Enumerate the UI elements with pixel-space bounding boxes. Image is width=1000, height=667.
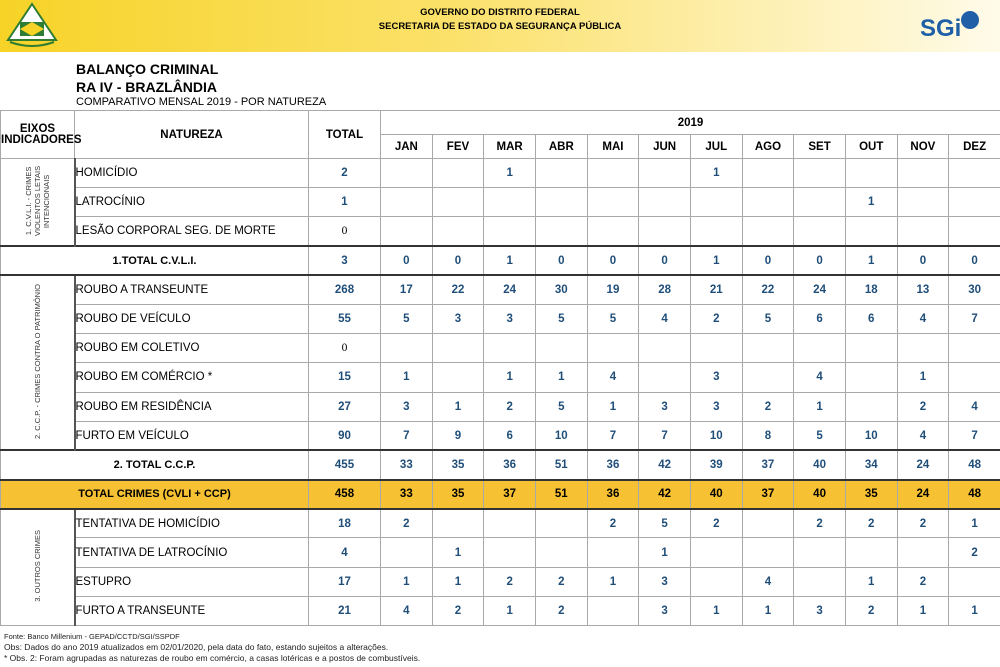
month-cell: 4 (742, 567, 794, 596)
table-row (1, 188, 1000, 217)
month-cell (690, 567, 742, 596)
grand-total-row-month: 36 (587, 480, 639, 509)
month-cell: 1 (897, 596, 949, 625)
total-cell: 21 (309, 596, 381, 625)
grand-total-row-month: 48 (949, 480, 1000, 509)
subtotal-row (1, 450, 1000, 479)
subtotal-row-month: 24 (897, 450, 949, 479)
month-cell (381, 217, 433, 246)
month-cell: 2 (587, 509, 639, 538)
natureza-cell: ROUBO EM COMÉRCIO * (75, 363, 309, 392)
month-cell (742, 509, 794, 538)
month-cell (845, 334, 897, 363)
month-cell (845, 363, 897, 392)
report-subtitle: COMPARATIVO MENSAL 2019 - POR NATUREZA (76, 96, 327, 108)
month-cell: 1 (690, 596, 742, 625)
month-cell (845, 217, 897, 246)
subtotal-row-month: 1 (484, 246, 536, 275)
month-cell: 6 (845, 304, 897, 333)
month-cell (897, 217, 949, 246)
month-cell: 10 (845, 421, 897, 450)
month-cell (845, 538, 897, 567)
month-cell (690, 188, 742, 217)
subtotal-row-month: 0 (639, 246, 691, 275)
month-cell (381, 159, 433, 188)
month-cell (897, 188, 949, 217)
month-cell: 4 (897, 304, 949, 333)
subtotal-row (1, 246, 1000, 275)
month-cell (949, 567, 1000, 596)
month-cell (484, 509, 536, 538)
month-cell (845, 159, 897, 188)
natureza-cell: LESÃO CORPORAL SEG. DE MORTE (75, 217, 309, 246)
month-cell: 2 (794, 509, 846, 538)
month-cell (639, 188, 691, 217)
total-cell: 4 (309, 538, 381, 567)
month-cell: 1 (381, 567, 433, 596)
table-row (1, 596, 1000, 625)
report-title: BALANÇO CRIMINAL (76, 61, 219, 77)
month-cell: 1 (845, 567, 897, 596)
month-cell (587, 334, 639, 363)
grand-total-row (1, 480, 1000, 509)
month-cell (897, 538, 949, 567)
month-cell: 2 (845, 509, 897, 538)
month-cell: 1 (535, 363, 587, 392)
header-month: DEZ (949, 135, 1000, 159)
axis-label (1, 159, 75, 247)
month-cell: 3 (639, 596, 691, 625)
month-cell: 4 (587, 363, 639, 392)
month-cell: 2 (484, 392, 536, 421)
month-cell: 7 (381, 421, 433, 450)
report-region: RA IV - BRAZLÂNDIA (76, 79, 218, 95)
month-cell: 2 (690, 509, 742, 538)
grand-total-row-month: 33 (381, 480, 433, 509)
subtotal-row-month: 40 (794, 450, 846, 479)
month-cell (639, 159, 691, 188)
natureza-cell: ROUBO EM RESIDÊNCIA (75, 392, 309, 421)
month-cell: 1 (587, 392, 639, 421)
month-cell (432, 334, 484, 363)
month-cell: 30 (949, 275, 1000, 304)
month-cell: 1 (690, 159, 742, 188)
subtotal-row-month: 35 (432, 450, 484, 479)
month-cell: 2 (432, 596, 484, 625)
month-cell (949, 363, 1000, 392)
total-cell: 1 (309, 188, 381, 217)
header-natureza: NATUREZA (75, 111, 309, 159)
month-cell (897, 334, 949, 363)
header-month: ABR (535, 135, 587, 159)
month-cell: 1 (897, 363, 949, 392)
month-cell: 1 (484, 159, 536, 188)
axis-label-text: 2. C.C.P. - CRIMES CONTRA O PATRIMÔNIO (32, 283, 42, 439)
subtotal-row-month: 48 (949, 450, 1000, 479)
month-cell: 5 (639, 509, 691, 538)
month-cell (690, 538, 742, 567)
month-cell (794, 538, 846, 567)
subtotal-row-month: 51 (535, 450, 587, 479)
total-cell: 0 (309, 334, 381, 363)
month-cell: 4 (639, 304, 691, 333)
month-cell (794, 217, 846, 246)
month-cell: 30 (535, 275, 587, 304)
month-cell (432, 159, 484, 188)
total-cell: 17 (309, 567, 381, 596)
month-cell: 3 (432, 304, 484, 333)
grand-total-row-month: 35 (845, 480, 897, 509)
header-month: NOV (897, 135, 949, 159)
subtotal-row-month: 37 (742, 450, 794, 479)
month-cell (587, 188, 639, 217)
month-cell (535, 188, 587, 217)
month-cell: 1 (742, 596, 794, 625)
coat-of-arms-icon (6, 2, 58, 50)
month-cell: 28 (639, 275, 691, 304)
header-banner (0, 0, 1000, 52)
month-cell: 7 (949, 304, 1000, 333)
subtotal-row-total: 3 (309, 246, 381, 275)
natureza-cell: ROUBO DE VEÍCULO (75, 304, 309, 333)
subtotal-row-month: 1 (845, 246, 897, 275)
month-cell (432, 217, 484, 246)
month-cell (535, 538, 587, 567)
government-line2: SECRETARIA DE ESTADO DA SEGURANÇA PÚBLICA (378, 21, 622, 32)
total-cell: 2 (309, 159, 381, 188)
grand-total-row-month: 35 (432, 480, 484, 509)
month-cell (639, 334, 691, 363)
month-cell (742, 334, 794, 363)
header-year: 2019 (381, 111, 1000, 135)
source-note: Fonte: Banco Millenium - GEPAD/CCTD/SGI/SSPDF (4, 632, 180, 641)
month-cell: 22 (432, 275, 484, 304)
sgi-logo-icon (918, 6, 984, 46)
month-cell: 18 (845, 275, 897, 304)
natureza-cell: TENTATIVA DE LATROCÍNIO (75, 538, 309, 567)
month-cell: 1 (432, 392, 484, 421)
month-cell: 9 (432, 421, 484, 450)
month-cell: 13 (897, 275, 949, 304)
header-eixos: EIXOS INDICADORES (1, 111, 75, 159)
month-cell (742, 217, 794, 246)
month-cell: 24 (484, 275, 536, 304)
subtotal-row-month: 0 (535, 246, 587, 275)
month-cell (639, 217, 691, 246)
axis-label (1, 509, 75, 626)
header-total: TOTAL (309, 111, 381, 159)
month-cell: 2 (742, 392, 794, 421)
obs2-note: * Obs. 2: Foram agrupadas as naturezas de roubo em comércio, a casas lotéricas e a postos de combustíveis. (4, 653, 421, 663)
grand-total-row-month: 40 (794, 480, 846, 509)
natureza-cell: ESTUPRO (75, 567, 309, 596)
grand-total-row-total: 458 (309, 480, 381, 509)
subtotal-row-label: 2. TOTAL C.C.P. (1, 450, 309, 479)
month-cell: 3 (639, 392, 691, 421)
table-row (1, 275, 1000, 304)
month-cell: 4 (897, 421, 949, 450)
month-cell: 1 (484, 363, 536, 392)
month-cell (742, 159, 794, 188)
month-cell (484, 538, 536, 567)
crime-table (0, 110, 1000, 626)
header-month: JAN (381, 135, 433, 159)
header-month: MAR (484, 135, 536, 159)
month-cell: 5 (587, 304, 639, 333)
month-cell: 5 (794, 421, 846, 450)
month-cell: 5 (535, 304, 587, 333)
subtotal-row-month: 42 (639, 450, 691, 479)
month-cell (742, 363, 794, 392)
grand-total-row-month: 51 (535, 480, 587, 509)
subtotal-row-month: 34 (845, 450, 897, 479)
month-cell: 6 (794, 304, 846, 333)
month-cell (690, 217, 742, 246)
month-cell (432, 188, 484, 217)
obs-note: Obs: Dados do ano 2019 atualizados em 02/01/2020, pela data do fato, estando sujeitos a alterações. (4, 642, 389, 652)
month-cell: 7 (587, 421, 639, 450)
month-cell: 4 (381, 596, 433, 625)
month-cell (381, 538, 433, 567)
month-cell: 4 (794, 363, 846, 392)
month-cell: 2 (535, 596, 587, 625)
month-cell (587, 596, 639, 625)
header-month: AGO (742, 135, 794, 159)
natureza-cell: LATROCÍNIO (75, 188, 309, 217)
month-cell: 7 (949, 421, 1000, 450)
month-cell: 1 (949, 509, 1000, 538)
month-cell (949, 188, 1000, 217)
month-cell (742, 538, 794, 567)
total-cell: 18 (309, 509, 381, 538)
grand-total-row-month: 37 (742, 480, 794, 509)
header-month: OUT (845, 135, 897, 159)
month-cell: 10 (690, 421, 742, 450)
month-cell: 17 (381, 275, 433, 304)
month-cell: 1 (484, 596, 536, 625)
government-line1: GOVERNO DO DISTRITO FEDERAL (420, 7, 580, 18)
month-cell: 3 (484, 304, 536, 333)
month-cell (535, 334, 587, 363)
table-row (1, 538, 1000, 567)
report-titles (76, 60, 326, 109)
month-cell: 5 (381, 304, 433, 333)
table-row (1, 567, 1000, 596)
month-cell: 2 (845, 596, 897, 625)
month-cell (794, 188, 846, 217)
month-cell: 5 (535, 392, 587, 421)
month-cell: 2 (949, 538, 1000, 567)
subtotal-row-month: 0 (381, 246, 433, 275)
month-cell (949, 159, 1000, 188)
subtotal-row-month: 39 (690, 450, 742, 479)
natureza-cell: FURTO A TRANSEUNTE (75, 596, 309, 625)
month-cell: 1 (639, 538, 691, 567)
subtotal-row-month: 0 (794, 246, 846, 275)
month-cell (794, 334, 846, 363)
month-cell (432, 363, 484, 392)
month-cell: 3 (690, 363, 742, 392)
total-cell: 15 (309, 363, 381, 392)
month-cell (381, 334, 433, 363)
total-cell: 0 (309, 217, 381, 246)
month-cell (381, 188, 433, 217)
month-cell: 3 (381, 392, 433, 421)
header-month: MAI (587, 135, 639, 159)
month-cell: 8 (742, 421, 794, 450)
footnotes (4, 631, 420, 664)
month-cell: 1 (381, 363, 433, 392)
subtotal-row-month: 0 (742, 246, 794, 275)
table-row (1, 159, 1000, 188)
axis-label (1, 275, 75, 450)
month-cell: 2 (690, 304, 742, 333)
natureza-cell: HOMICÍDIO (75, 159, 309, 188)
month-cell (535, 509, 587, 538)
table-row (1, 217, 1000, 246)
month-cell (742, 188, 794, 217)
subtotal-row-month: 0 (432, 246, 484, 275)
subtotal-row-month: 0 (949, 246, 1000, 275)
table-row (1, 392, 1000, 421)
grand-total-row-month: 42 (639, 480, 691, 509)
month-cell: 22 (742, 275, 794, 304)
month-cell (845, 392, 897, 421)
month-cell (690, 334, 742, 363)
total-cell: 90 (309, 421, 381, 450)
month-cell: 1 (794, 392, 846, 421)
subtotal-row-month: 0 (897, 246, 949, 275)
subtotal-row-label: 1.TOTAL C.V.L.I. (1, 246, 309, 275)
axis-label-text: 1. C.V.L.I. - CRIMES VIOLENTOS LETAIS INTENCIONAIS (23, 165, 51, 236)
month-cell: 4 (949, 392, 1000, 421)
sgi-logo-text: SGi (920, 15, 962, 42)
month-cell: 7 (639, 421, 691, 450)
header-month: JUL (690, 135, 742, 159)
month-cell (639, 363, 691, 392)
natureza-cell: TENTATIVA DE HOMICÍDIO (75, 509, 309, 538)
axis-label-text: 3. OUTROS CRIMES (32, 530, 42, 602)
government-heading (300, 6, 700, 34)
grand-total-row-month: 40 (690, 480, 742, 509)
month-cell (432, 509, 484, 538)
subtotal-row-month: 36 (484, 450, 536, 479)
subtotal-row-month: 36 (587, 450, 639, 479)
month-cell: 10 (535, 421, 587, 450)
month-cell (587, 159, 639, 188)
month-cell: 1 (949, 596, 1000, 625)
month-cell: 24 (794, 275, 846, 304)
month-cell (794, 567, 846, 596)
month-cell: 2 (897, 392, 949, 421)
header-month: FEV (432, 135, 484, 159)
total-cell: 55 (309, 304, 381, 333)
month-cell: 19 (587, 275, 639, 304)
header-month: JUN (639, 135, 691, 159)
month-cell (484, 334, 536, 363)
total-cell: 27 (309, 392, 381, 421)
table-row (1, 304, 1000, 333)
month-cell (794, 159, 846, 188)
month-cell: 2 (897, 567, 949, 596)
month-cell (587, 538, 639, 567)
natureza-cell: ROUBO A TRANSEUNTE (75, 275, 309, 304)
month-cell: 21 (690, 275, 742, 304)
month-cell (897, 159, 949, 188)
grand-total-row-month: 37 (484, 480, 536, 509)
month-cell (535, 159, 587, 188)
month-cell (484, 217, 536, 246)
month-cell: 1 (845, 188, 897, 217)
natureza-cell: ROUBO EM COLETIVO (75, 334, 309, 363)
month-cell (535, 217, 587, 246)
month-cell (484, 188, 536, 217)
month-cell: 6 (484, 421, 536, 450)
month-cell: 2 (484, 567, 536, 596)
header-month: SET (794, 135, 846, 159)
month-cell (949, 217, 1000, 246)
table-row (1, 334, 1000, 363)
grand-total-row-label: TOTAL CRIMES (CVLI + CCP) (1, 480, 309, 509)
month-cell: 3 (639, 567, 691, 596)
table-row (1, 363, 1000, 392)
subtotal-row-month: 0 (587, 246, 639, 275)
month-cell: 1 (432, 538, 484, 567)
month-cell (949, 334, 1000, 363)
table-row (1, 421, 1000, 450)
month-cell: 1 (587, 567, 639, 596)
month-cell: 2 (897, 509, 949, 538)
subtotal-row-total: 455 (309, 450, 381, 479)
table-row (1, 509, 1000, 538)
subtotal-row-month: 33 (381, 450, 433, 479)
subtotal-row-month: 1 (690, 246, 742, 275)
natureza-cell: FURTO EM VEÍCULO (75, 421, 309, 450)
month-cell (587, 217, 639, 246)
month-cell: 2 (535, 567, 587, 596)
month-cell: 5 (742, 304, 794, 333)
month-cell: 3 (794, 596, 846, 625)
month-cell: 2 (381, 509, 433, 538)
month-cell: 3 (690, 392, 742, 421)
grand-total-row-month: 24 (897, 480, 949, 509)
month-cell: 1 (432, 567, 484, 596)
total-cell: 268 (309, 275, 381, 304)
